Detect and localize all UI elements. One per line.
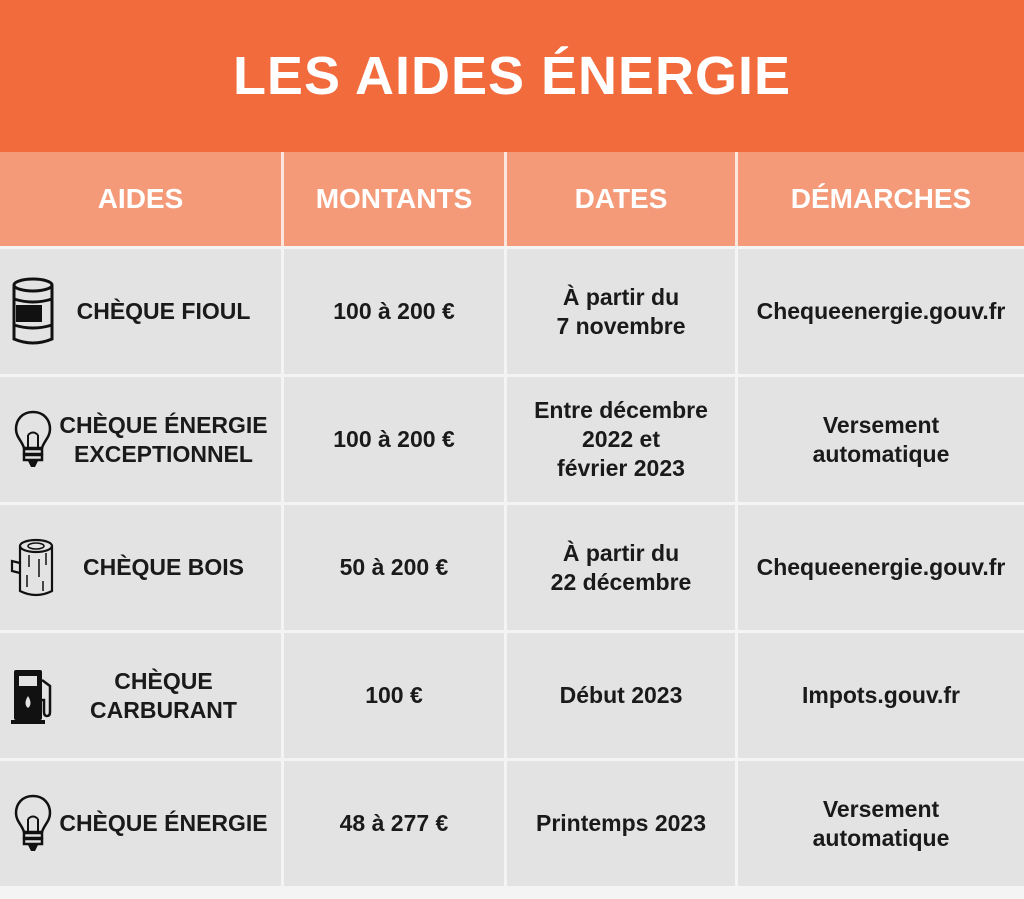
fuel-pump-icon <box>8 658 58 734</box>
table-body <box>0 246 1024 886</box>
aid-name: CHÈQUE ÉNERGIE EXCEPTIONNEL <box>59 411 268 467</box>
aid-cell <box>0 505 284 630</box>
date-cell: À partir du 7 novembre <box>507 249 738 374</box>
aid-cell <box>0 377 284 502</box>
amount-cell: 100 à 200 € <box>284 249 507 374</box>
table-row <box>0 246 1024 374</box>
aid-cell <box>0 761 284 886</box>
column-header-dates: DATES <box>507 152 738 246</box>
table-row <box>0 758 1024 886</box>
date-cell: Entre décembre 2022 et février 2023 <box>507 377 738 502</box>
aid-cell <box>0 633 284 758</box>
date-cell: À partir du 22 décembre <box>507 505 738 630</box>
amount-cell: 100 € <box>284 633 507 758</box>
procedure-cell: Chequeenergie.gouv.fr <box>738 249 1024 374</box>
table-row <box>0 374 1024 502</box>
title-banner <box>0 0 1024 152</box>
light-bulb-icon <box>8 402 58 478</box>
amount-cell: 48 à 277 € <box>284 761 507 886</box>
date-cell: Printemps 2023 <box>507 761 738 886</box>
page-title: LES AIDES ÉNERGIE <box>232 46 792 106</box>
procedure-cell: Chequeenergie.gouv.fr <box>738 505 1024 630</box>
amount-cell: 100 à 200 € <box>284 377 507 502</box>
table-row <box>0 630 1024 758</box>
amount-cell: 50 à 200 € <box>284 505 507 630</box>
table-header <box>0 152 1024 246</box>
procedure-cell: Versement automatique <box>738 761 1024 886</box>
table-row <box>0 502 1024 630</box>
column-header-demarches: DÉMARCHES <box>738 152 1024 246</box>
aid-name: CHÈQUE ÉNERGIE <box>59 810 268 836</box>
aid-name: CHÈQUE CARBURANT <box>90 667 237 723</box>
procedure-cell: Impots.gouv.fr <box>738 633 1024 758</box>
aid-name: CHÈQUE FIOUL <box>76 298 251 324</box>
light-bulb-icon <box>8 786 58 862</box>
date-cell: Début 2023 <box>507 633 738 758</box>
aid-cell <box>0 249 284 374</box>
aid-name: CHÈQUE BOIS <box>82 554 245 580</box>
wood-log-icon <box>8 530 58 606</box>
column-header-aides: AIDES <box>0 152 284 246</box>
column-header-montants: MONTANTS <box>284 152 507 246</box>
procedure-cell: Versement automatique <box>738 377 1024 502</box>
oil-barrel-icon <box>8 274 58 350</box>
